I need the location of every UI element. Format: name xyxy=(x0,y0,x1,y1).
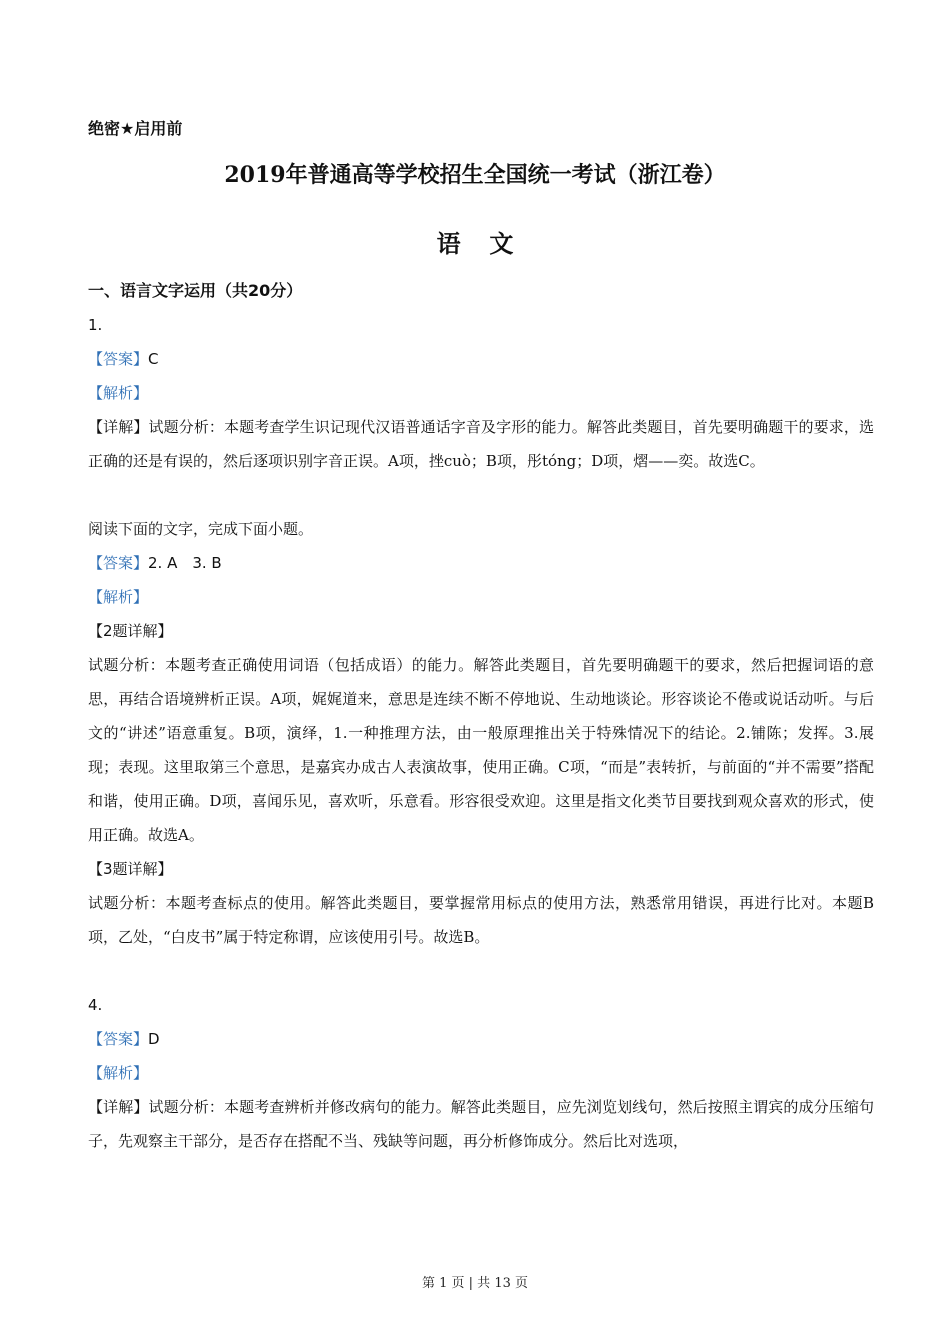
q1-detail-text: 试题分析：本题考查学生识记现代汉语普通话字音及字形的能力。解答此类题目，首先要明确题干的要求，选正确的还是有误的，然后逐项识别字音正误。A项，挫cuò；B项，彤tóng；D项，熠——奕。故选C。 xyxy=(88,418,874,470)
q1-analysis-line xyxy=(88,376,874,410)
answer-tag: 【答案】 xyxy=(88,350,149,368)
q1-answer: C xyxy=(148,350,159,368)
analysis-tag: 【解析】 xyxy=(88,588,149,606)
q3-detail: 试题分析：本题考查标点的使用。解答此类题目，要掌握常用标点的使用方法，熟悉常用错误，再进行比对。本题B项，乙处，“白皮书”属于特定称谓，应该使用引号。故选B。 xyxy=(88,894,874,946)
q4-detail-text: 试题分析：本题考查辨析并修改病句的能力。解答此类题目，应先浏览划线句，然后按照主谓宾的成分压缩句子，先观察主干部分，是否存在搭配不当、残缺等问题，再分析修饰成分。然后比对选项， xyxy=(88,1098,874,1150)
q23-answer: 2. A 3. B xyxy=(148,554,222,572)
question-number-1: 1. xyxy=(88,316,103,334)
q23-intro: 阅读下面的文字，完成下面小题。 xyxy=(88,520,314,538)
exam-title: 2019年普通高等学校招生全国统一考试（浙江卷） xyxy=(224,162,726,188)
q3-detail-tag: 【3题详解】 xyxy=(88,860,173,878)
q23-answer-line xyxy=(88,546,874,580)
detail-tag: 【详解】 xyxy=(88,1098,149,1116)
detail-tag: 【详解】 xyxy=(88,418,149,436)
section-heading: 一、语言文字运用（共20分） xyxy=(88,281,303,300)
q1-answer-line xyxy=(88,342,874,376)
q2-detail-tag: 【2题详解】 xyxy=(88,622,173,640)
confidential-label: 绝密★启用前 xyxy=(88,119,183,138)
q2-detail: 试题分析：本题考查正确使用词语（包括成语）的能力。解答此类题目，首先要明确题干的要求，然后把握词语的意思，再结合语境辨析正误。A项，娓娓道来，意思是连续不断不停地说、生动地谈论。形容谈论不倦或说话动听。与后文的“讲述”语意重复。B项，演绎，1.一种推理方法，由一般原理推出关于特殊情况下的结论。2.铺陈；发挥。3.展现；表现。这里取第三个意思，是嘉宾办成古人表演故事，使用正确。C项，“而是”表转折，与前面的“并不需要”搭配和谐，使用正确。D项，喜闻乐见，喜欢听，乐意看。形容很受欢迎。这里是指文化类节目要找到观众喜欢的形式，使用正确。故选A。 xyxy=(88,656,874,844)
q4-answer-line xyxy=(88,1022,874,1056)
q23-analysis-line xyxy=(88,580,874,614)
analysis-tag: 【解析】 xyxy=(88,1064,149,1082)
analysis-tag: 【解析】 xyxy=(88,384,149,402)
q4-analysis-line xyxy=(88,1056,874,1090)
page-footer: 第 1 页 | 共 13 页 xyxy=(422,1276,528,1291)
question-number-4: 4. xyxy=(88,996,103,1014)
subject-title: 语文 xyxy=(436,229,543,258)
q1-detail xyxy=(88,410,874,478)
q4-detail xyxy=(88,1090,874,1158)
answer-tag: 【答案】 xyxy=(88,554,149,572)
document-body xyxy=(88,308,874,1158)
answer-tag: 【答案】 xyxy=(88,1030,149,1048)
q4-answer: D xyxy=(148,1030,160,1048)
